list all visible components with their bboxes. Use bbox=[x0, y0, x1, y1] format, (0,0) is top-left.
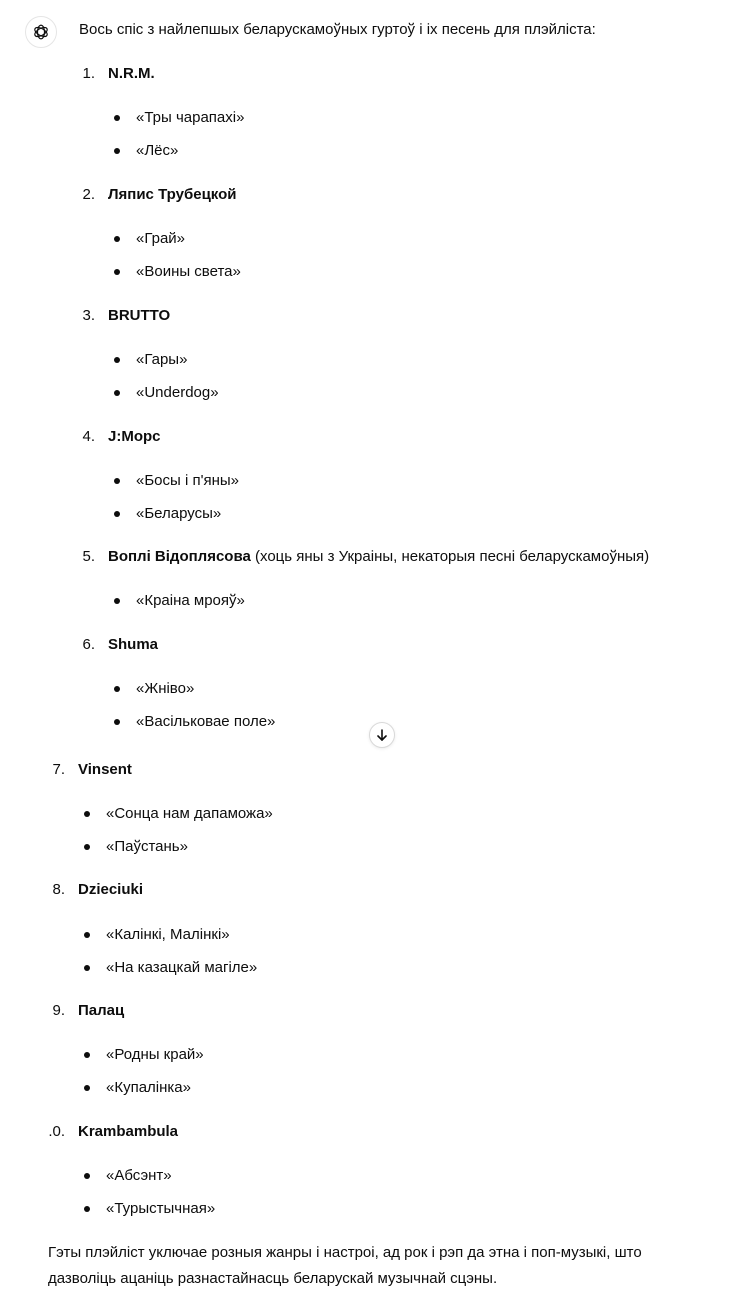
bullet-icon bbox=[84, 1085, 90, 1091]
bullet-icon bbox=[84, 965, 90, 971]
song-item: «Воины света» bbox=[136, 263, 241, 280]
band-name: N.R.M. bbox=[108, 65, 155, 82]
bullet-icon bbox=[114, 357, 120, 363]
band-number: 9. bbox=[52, 1002, 65, 1019]
song-item: «Беларусы» bbox=[136, 505, 222, 522]
song-item: «Васільковае поле» bbox=[136, 713, 276, 730]
band-number: 6. bbox=[82, 636, 95, 653]
song-item: «Родны край» bbox=[106, 1046, 204, 1063]
bullet-icon bbox=[84, 811, 90, 817]
band-name: J:Морс bbox=[108, 428, 161, 445]
band-number: 5. bbox=[82, 548, 95, 565]
bullet-icon bbox=[114, 478, 120, 484]
bullet-icon bbox=[84, 844, 90, 850]
band-note: (хоць яны з Украіны, некаторыя песні беларускамоўныя) bbox=[250, 548, 650, 565]
song-item: «Жніво» bbox=[136, 680, 195, 697]
band-heading bbox=[78, 760, 132, 780]
bullet-icon bbox=[84, 932, 90, 938]
band-number: 2. bbox=[82, 186, 95, 203]
bullet-icon bbox=[114, 511, 120, 517]
scroll-to-bottom-button[interactable] bbox=[369, 722, 395, 748]
band-heading bbox=[108, 185, 237, 205]
band-heading bbox=[108, 306, 170, 326]
song-item: «Купалінка» bbox=[106, 1079, 191, 1096]
bullet-icon bbox=[114, 236, 120, 242]
bullet-icon bbox=[114, 598, 120, 604]
band-name: Shuma bbox=[108, 636, 159, 653]
band-name: Vinsent bbox=[78, 761, 132, 778]
band-heading bbox=[78, 880, 143, 900]
band-number: 4. bbox=[82, 428, 95, 445]
outro-text: Гэты плэйліст уключае розныя жанры і настроі, ад рок і рэп да этна і поп-музыкі, што дазволіць ацаніць разнастайнасць беларускай музычнай сцэны. bbox=[48, 1244, 642, 1287]
bullet-icon bbox=[114, 719, 120, 725]
bullet-icon bbox=[114, 269, 120, 275]
band-name: Воплі Відоплясова bbox=[108, 548, 251, 565]
band-heading bbox=[78, 1001, 124, 1021]
intro-text: Вось спіс з найлепшых беларускамоўных гуртоў і іх песень для плэйліста: bbox=[79, 21, 596, 38]
song-item: «На казацкай магіле» bbox=[106, 959, 258, 976]
band-number: 3. bbox=[82, 307, 95, 324]
band-name: Dzieciuki bbox=[78, 881, 144, 898]
band-name: Ляпис Трубецкой bbox=[108, 186, 237, 203]
song-item: «Калінкі, Малінкі» bbox=[106, 926, 230, 943]
song-item: «Краіна мрояў» bbox=[136, 592, 245, 609]
band-name: Палац bbox=[78, 1002, 125, 1019]
song-item: «Тры чарапахі» bbox=[136, 109, 245, 126]
openai-logo-icon bbox=[31, 22, 51, 42]
band-heading bbox=[108, 64, 155, 84]
song-item: «Турыстычная» bbox=[106, 1200, 216, 1217]
song-item: «Грай» bbox=[136, 230, 186, 247]
band-number: 1. bbox=[82, 65, 95, 82]
bullet-icon bbox=[114, 148, 120, 154]
song-item: «Лёс» bbox=[136, 142, 179, 159]
band-number: 8. bbox=[52, 881, 65, 898]
arrow-down-icon bbox=[375, 728, 389, 742]
song-item: «Паўстань» bbox=[106, 838, 188, 855]
bullet-icon bbox=[84, 1173, 90, 1179]
bullet-icon bbox=[114, 390, 120, 396]
band-heading bbox=[108, 635, 158, 655]
bullet-icon bbox=[114, 686, 120, 692]
song-item: «Абсэнт» bbox=[106, 1167, 172, 1184]
bullet-icon bbox=[84, 1206, 90, 1212]
song-item: «Сонца нам дапаможа» bbox=[106, 805, 273, 822]
band-number: .0. bbox=[48, 1123, 65, 1140]
bullet-icon bbox=[114, 115, 120, 121]
bullet-icon bbox=[84, 1052, 90, 1058]
song-item: «Босы і п'яны» bbox=[136, 472, 239, 489]
band-heading bbox=[108, 427, 161, 447]
assistant-avatar bbox=[25, 16, 57, 48]
band-name: Krambambula bbox=[78, 1123, 179, 1140]
band-heading bbox=[78, 1122, 178, 1142]
band-name: BRUTTO bbox=[108, 307, 171, 324]
song-item: «Underdog» bbox=[136, 384, 219, 401]
band-heading bbox=[108, 547, 649, 567]
band-number: 7. bbox=[52, 761, 65, 778]
song-item: «Гары» bbox=[136, 351, 188, 368]
